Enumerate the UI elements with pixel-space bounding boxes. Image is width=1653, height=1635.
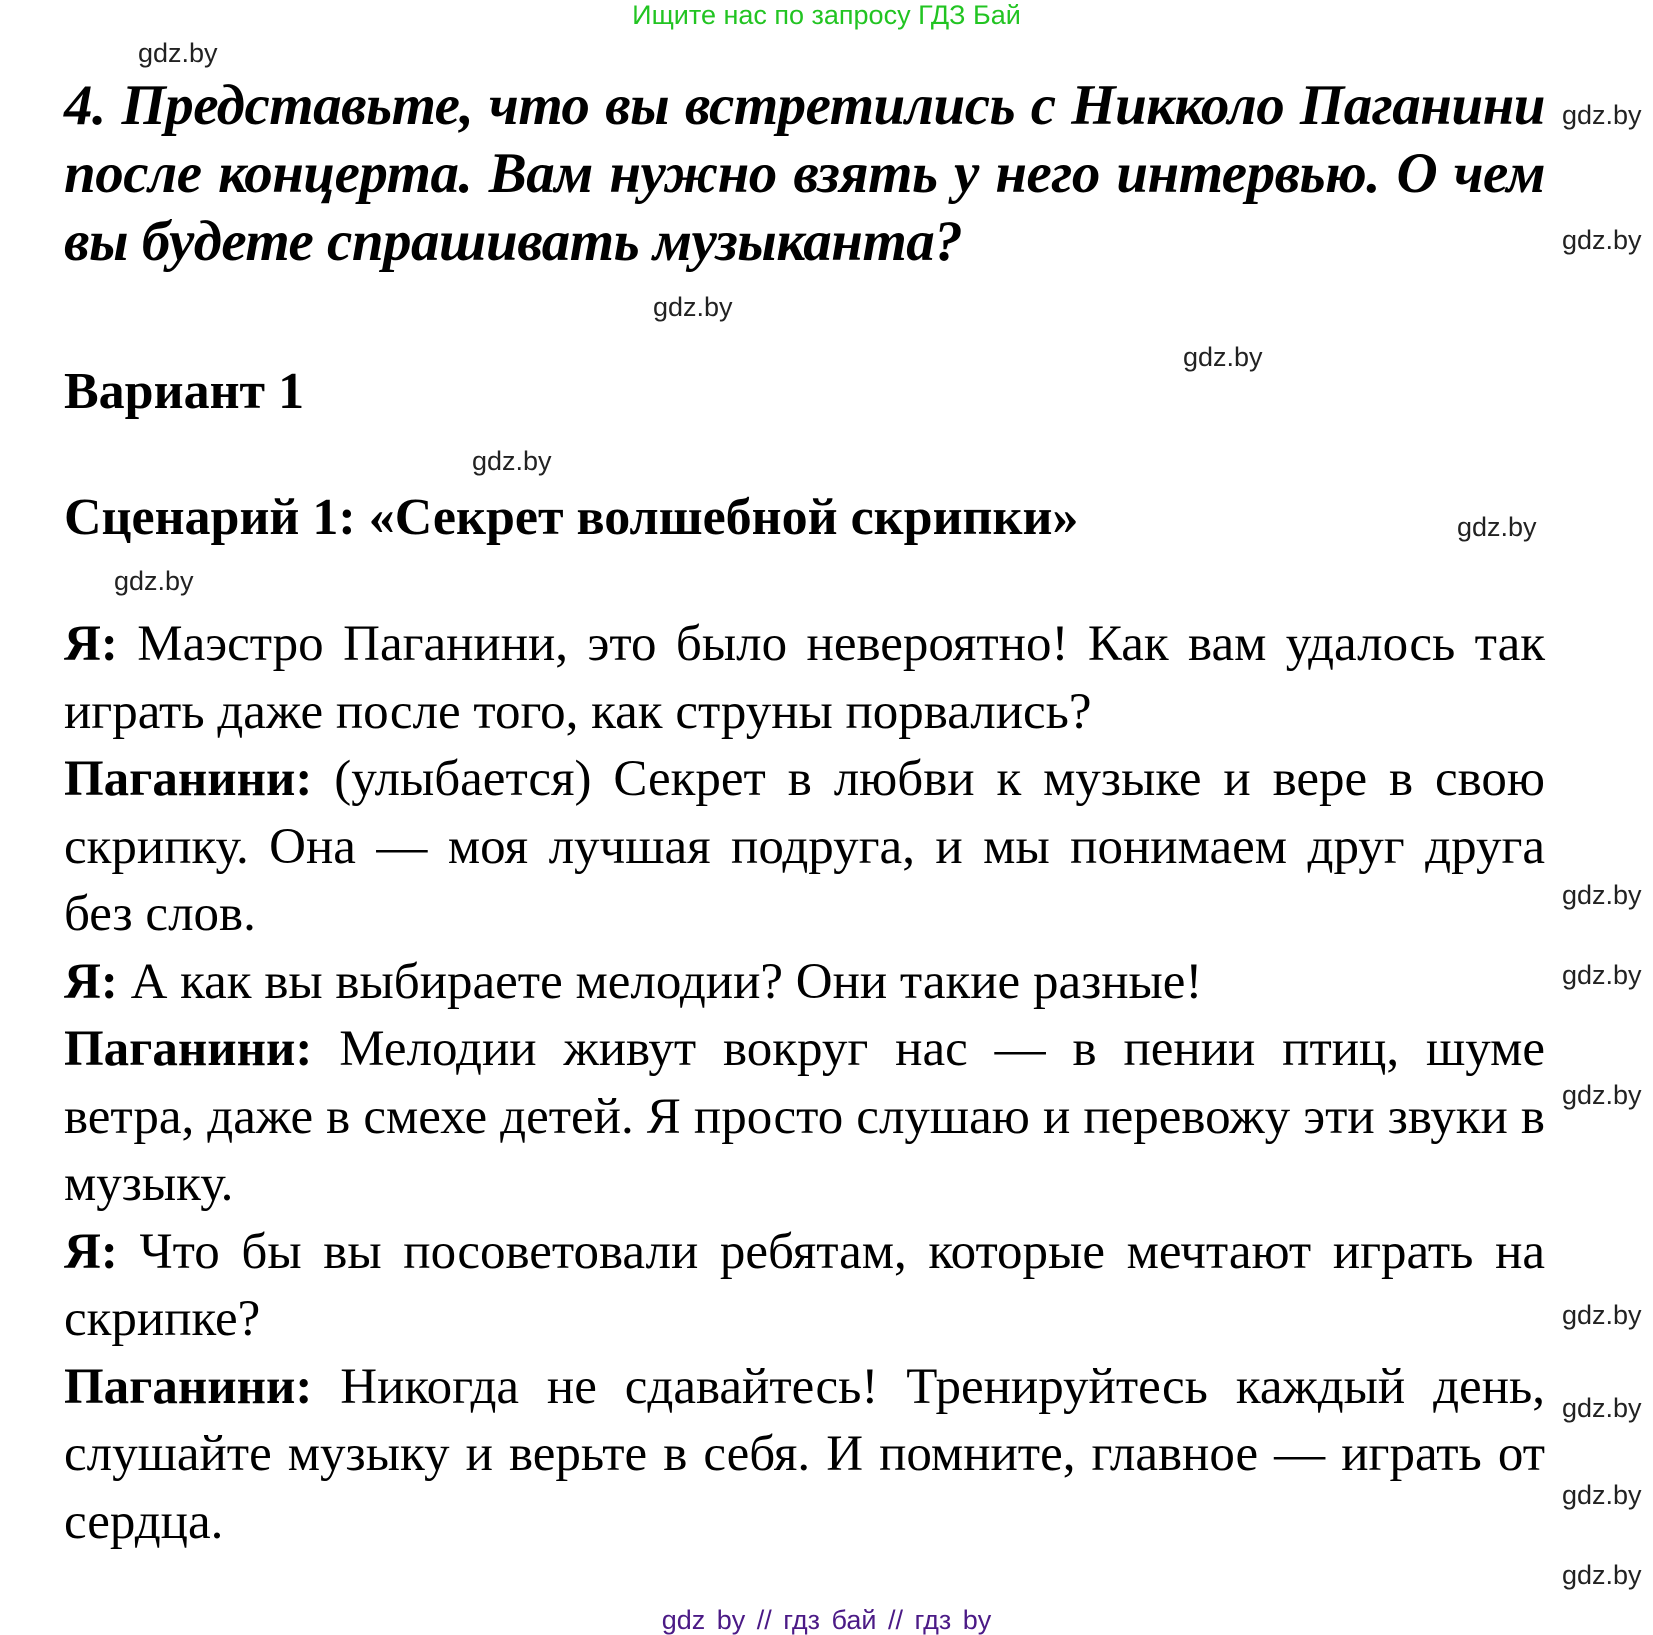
watermark: gdz.by [1562,1393,1642,1423]
speaker: Я: [64,1223,118,1280]
dialogue [64,611,1545,1556]
watermark: gdz.by [472,446,552,476]
line-text: А как вы выбираете мелодии? Они такие разные! [117,953,1203,1010]
dialogue-line [64,949,1545,1017]
variant-heading: Вариант 1 [64,363,305,420]
speaker: Я: [64,953,118,1010]
dialogue-line [64,1219,1545,1354]
dialogue-line [64,1354,1545,1557]
scenario-heading: Сценарий 1: «Секрет волшебной скрипки» [64,489,1079,546]
watermark: gdz.by [1562,100,1642,130]
watermark: gdz.by [653,292,733,322]
line-text: Мелодии живут вокруг нас — в пении птиц, шуме ветра, даже в смехе детей. Я просто слушаю и перевожу эти звуки в музыку. [64,1021,1545,1212]
dialogue-line [64,746,1545,949]
line-text: Никогда не сдавайтесь! Тренируйтесь каждый день, слушайте музыку и верьте в себя. И помните, главное — играть от сердца. [64,1358,1545,1550]
search-banner: Ищите нас по запросу ГДЗ Бай [632,0,1021,30]
watermark: gdz.by [1562,960,1642,990]
watermark: gdz.by [1562,1080,1642,1110]
dialogue-line [64,1016,1545,1219]
watermark: gdz.by [1562,1560,1642,1590]
speaker: Паганини: [64,1021,313,1077]
watermark: gdz.by [1562,1300,1642,1330]
watermark: gdz.by [1562,880,1642,910]
line-text: Маэстро Паганини, это было невероятно! Как вам удалось так играть даже после того, как струны порвались? [64,616,1545,740]
footer-watermark: gdz by // гдз бай // гдз by [661,1605,992,1635]
task-title: 4. Представьте, что вы встретились с Никколо Паганини после концерта. Вам нужно взять у него интервью. О чем вы будете спрашивать музыканта? [64,74,1545,273]
speaker: Я: [64,616,118,672]
speaker: Паганини: [64,751,313,807]
watermark: gdz.by [1457,512,1537,542]
speaker: Паганини: [64,1358,313,1415]
watermark: gdz.by [138,38,218,68]
line-text: Что бы вы посоветовали ребятам, которые мечтают играть на скрипке? [64,1223,1545,1347]
watermark: gdz.by [1562,1480,1642,1510]
watermark: gdz.by [1183,342,1263,372]
watermark: gdz.by [1562,225,1642,255]
dialogue-line [64,611,1545,746]
watermark: gdz.by [114,566,194,596]
line-text: (улыбается) Секрет в любви к музыке и вере в свою скрипку. Она — моя лучшая подруга, и мы понимаем друг друга без слов. [64,751,1545,942]
